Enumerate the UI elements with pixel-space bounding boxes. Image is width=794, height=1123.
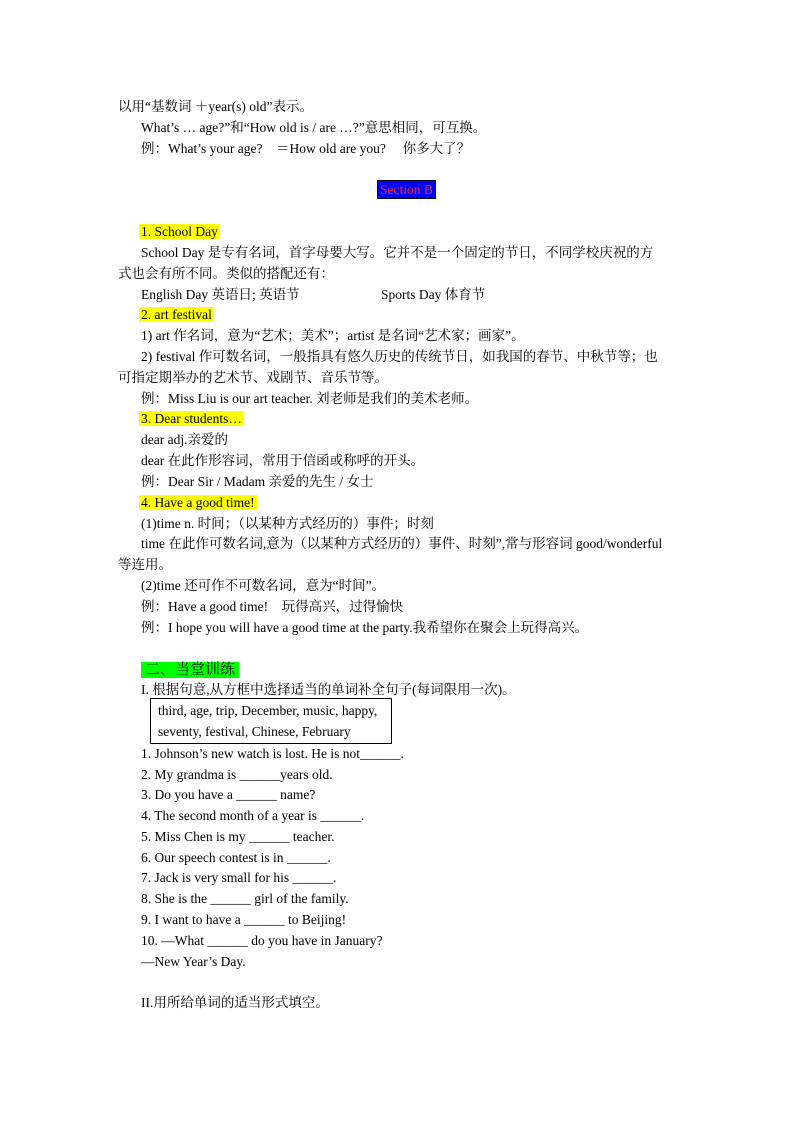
question-4: 4. The second month of a year is ______. [141,808,365,823]
item-4-line-3: 等连用。 [118,557,172,572]
item-1-line-2: 式也会有所不同。类似的搭配还有： [118,266,334,281]
part-1-instruction: I. 根据句意,从方框中选择适当的单词补全句子(每词限用一次)。 [141,682,516,697]
item-2-line-2: 2) festival 作可数名词，一般指具有悠久历史的传统节日，如我国的春节、中秋节等；也 [141,349,658,364]
intro-line-2: What’s … age?”和“How old is / are …?”意思相同，可互换。 [141,120,487,135]
intro-example: 例：What’s your age? ＝How old are you? 你多大了？ [141,141,471,156]
item-4-heading [139,494,257,512]
word-box-row-2: seventy, festival, Chinese, February [158,724,351,739]
item-4-heading-text: 4. Have a good time! [141,495,255,510]
item-3-heading [139,410,244,428]
item-1-line-1: School Day 是专有名词，首字母要大写。它并不是一个固定的节日，不同学校庆祝的方 [141,245,654,260]
item-4-line-2: time 在此作可数名词,意为（以某种方式经历的）事件、时刻”,常与形容词 good/wonderful [141,536,663,551]
question-8: 8. She is the ______ girl of the family. [141,891,349,906]
word-box [150,698,392,744]
item-1-heading [139,223,220,241]
word-box-row-1: third, age, trip, December, music, happy, [158,703,378,718]
practice-title-text: 二、当堂训练 [141,662,239,678]
question-2: 2. My grandma is ______years old. [141,767,333,782]
item-1-heading-text: 1. School Day [141,224,218,239]
question-1: 1. Johnson’s new watch is lost. He is not______. [141,746,404,761]
question-6: 6. Our speech contest is in ______. [141,850,331,865]
item-3-heading-text: 3. Dear students… [141,411,242,426]
question-10-answer: —New Year’s Day. [141,954,246,969]
part-2-instruction: II.用所给单词的适当形式填空。 [141,995,329,1010]
item-3-example: 例：Dear Sir / Madam 亲爱的先生 / 女士 [141,474,374,489]
item-2-line-1: 1) art 作名词，意为“艺术；美术”；artist 是名词“艺术家；画家”。 [141,328,525,343]
item-4-line-1: (1)time n. 时间；（以某种方式经历的）事件；时刻 [141,516,434,531]
intro-line-1: 以用“基数词 ＋year(s) old”表示。 [118,99,313,114]
item-2-line-3: 可指定期举办的艺术节、戏剧节、音乐节等。 [118,370,388,385]
item-4-example-2: 例：I hope you will have a good time at the party.我希望你在聚会上玩得高兴。 [141,620,589,635]
item-1-example-a: English Day 英语日; 英语节 [141,287,300,302]
section-title-label: Section B [377,180,436,199]
practice-title [141,660,239,680]
item-4-example-1: 例：Have a good time! 玩得高兴，过得愉快 [141,599,404,614]
item-1-example-b: Sports Day 体育节 [381,287,486,302]
item-3-line-2: dear 在此作形容词，常用于信函或称呼的开头。 [141,453,425,468]
item-3-line-1: dear adj.亲爱的 [141,432,228,447]
question-7: 7. Jack is very small for his ______. [141,870,337,885]
question-5: 5. Miss Chen is my ______ teacher. [141,829,335,844]
item-2-example: 例：Miss Liu is our art teacher. 刘老师是我们的美术老师。 [141,391,479,406]
question-9: 9. I want to have a ______ to Beijing! [141,912,347,927]
question-3: 3. Do you have a ______ name? [141,787,316,802]
question-10: 10. —What ______ do you have in January? [141,933,383,948]
item-2-heading [139,306,214,324]
item-4-line-4: (2)time 还可作不可数名词，意为“时间”。 [141,578,386,593]
section-title [377,181,436,199]
item-2-heading-text: 2. art festival [141,307,212,322]
